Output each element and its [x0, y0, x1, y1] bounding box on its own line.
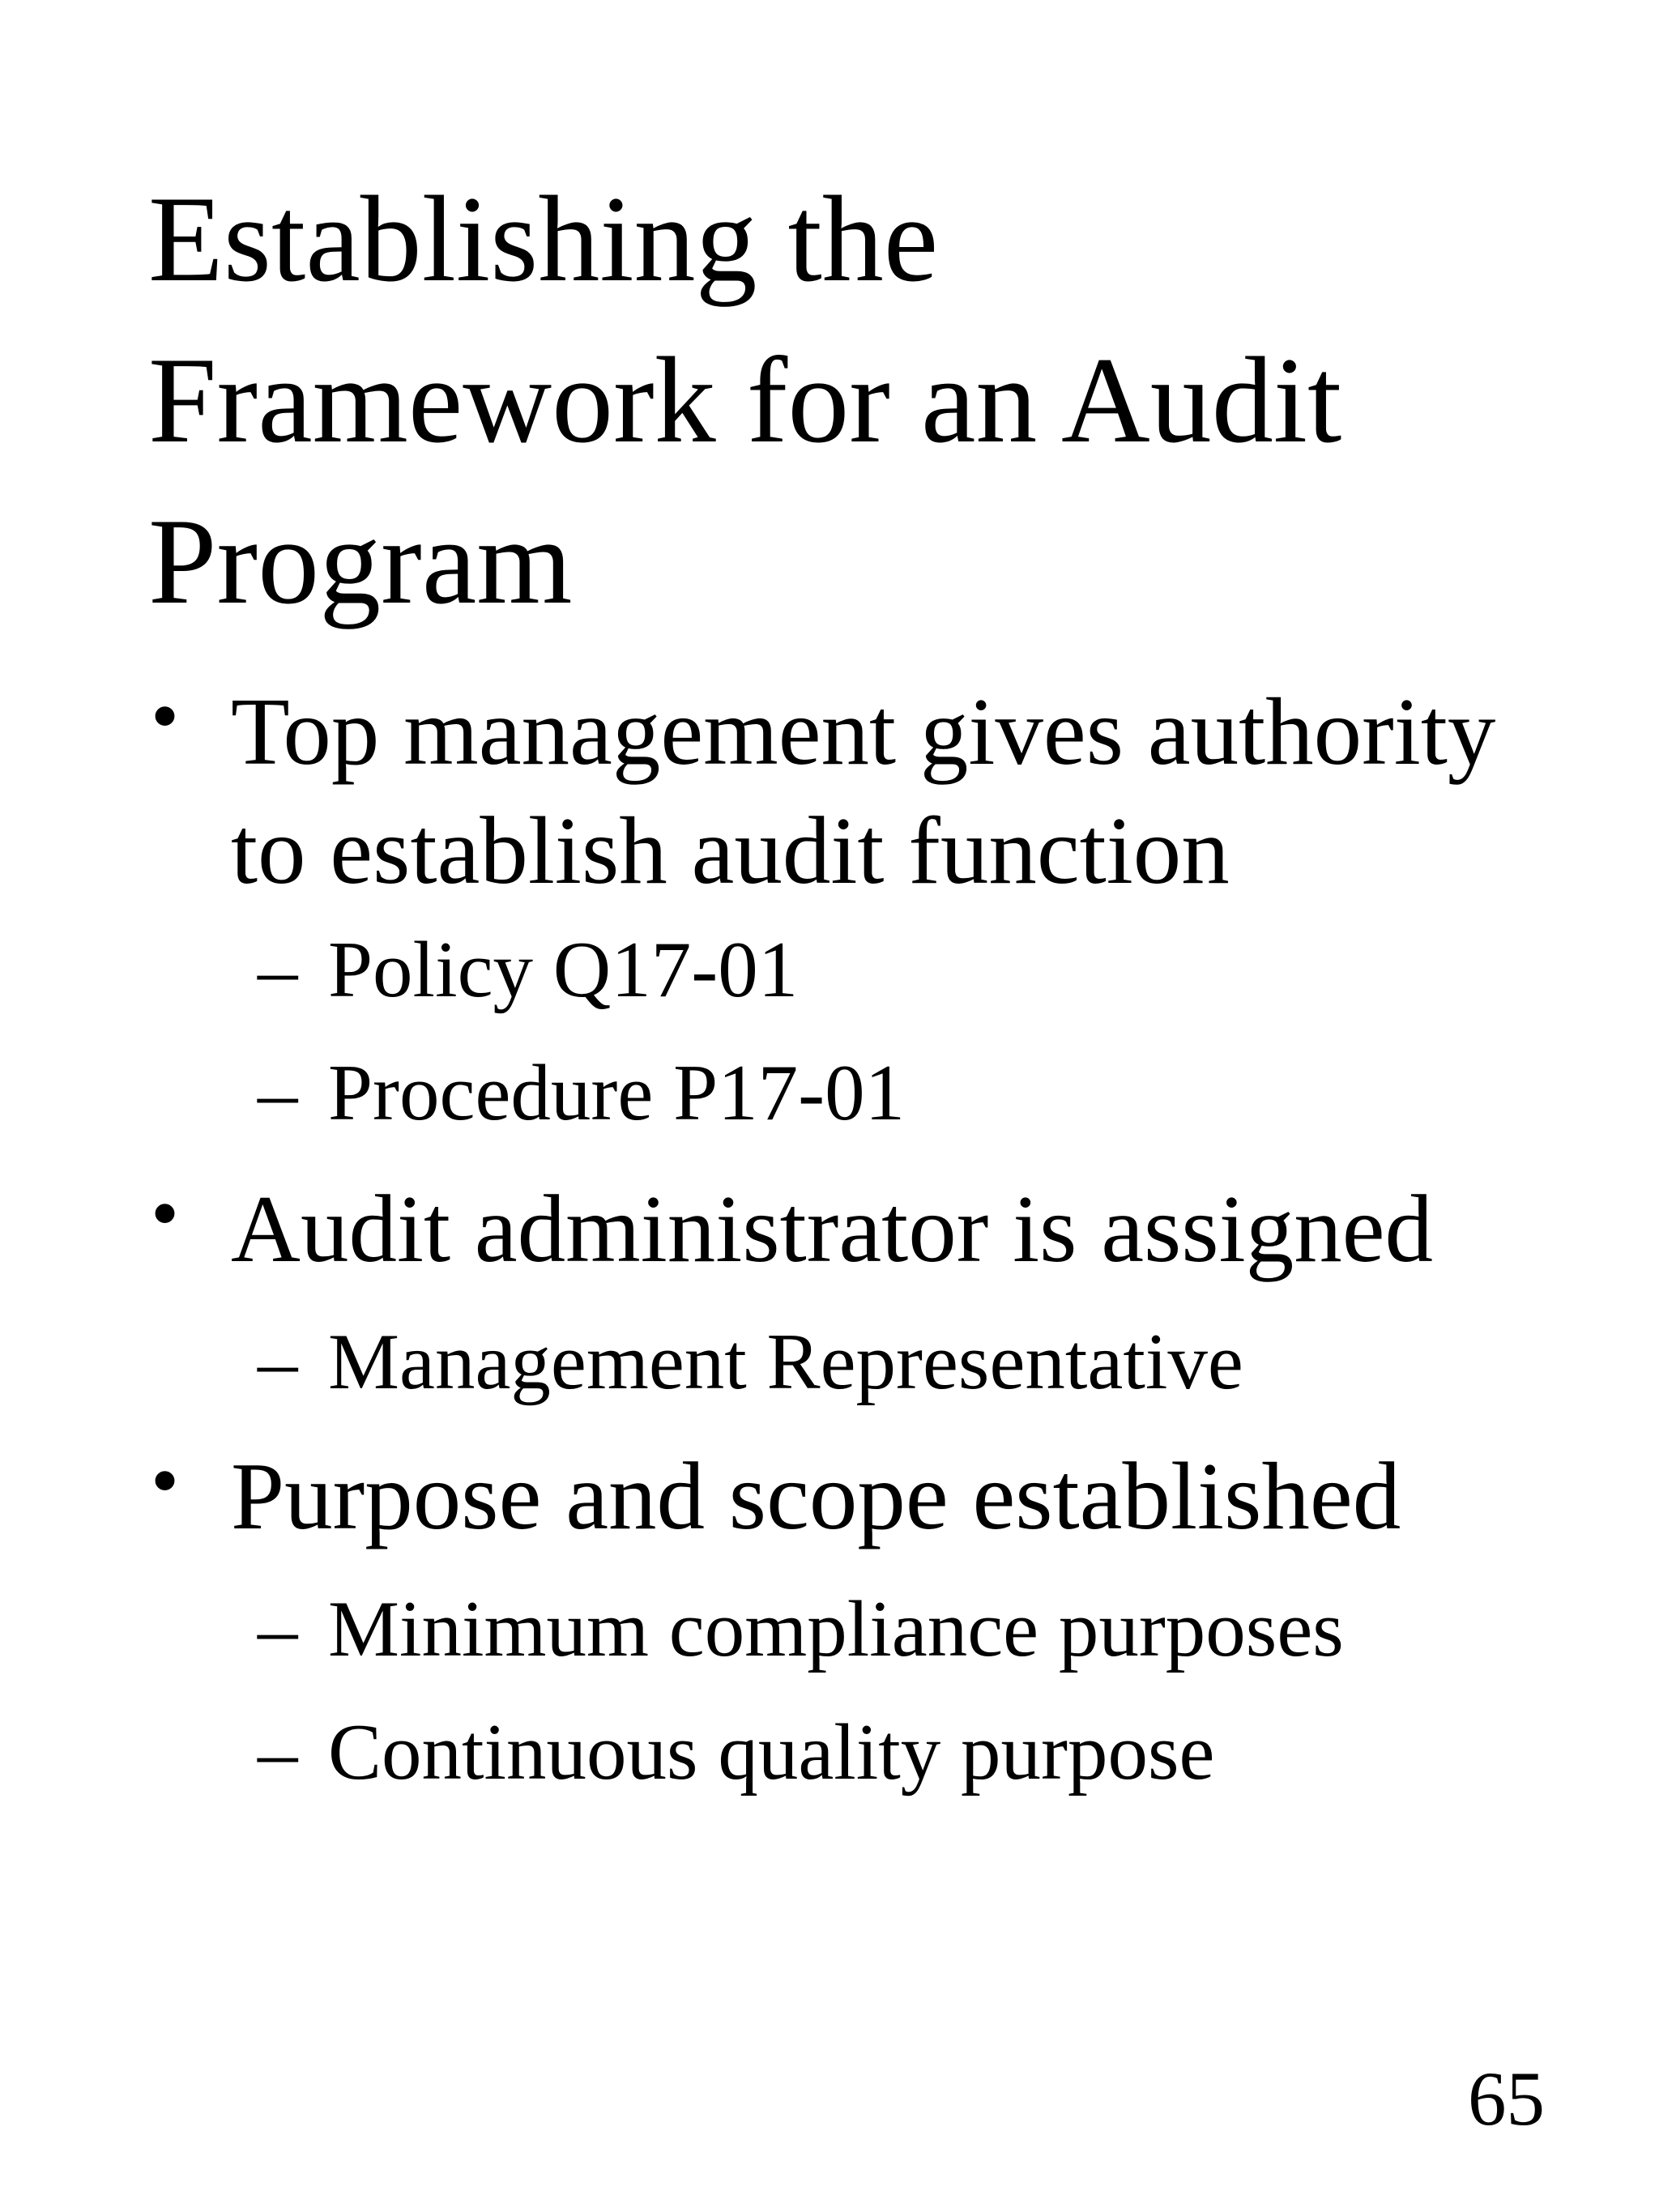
bullet-marker: • — [151, 1435, 180, 1525]
sub-bullet-text: Policy Q17-01 — [328, 926, 799, 1014]
bullet-marker: • — [151, 1168, 180, 1258]
dash-marker: – — [258, 1708, 298, 1796]
dash-marker: – — [258, 926, 298, 1014]
bullet-text-line: Purpose and scope established — [231, 1443, 1401, 1549]
sub-bullet-text: Procedure P17-01 — [328, 1049, 906, 1137]
dash-marker: – — [258, 1318, 298, 1406]
dash-marker: – — [258, 1049, 298, 1137]
bullet-text — [231, 1437, 1401, 1556]
sub-bullet-text: Minimum compliance purposes — [328, 1585, 1344, 1673]
bullet-text-line: Top management gives authority — [231, 678, 1496, 785]
bullet-text — [231, 1170, 1433, 1289]
bullet-marker: • — [151, 671, 180, 761]
sub-bullet-text: Continuous quality purpose — [328, 1708, 1215, 1796]
sub-bullet-text: Management Representative — [328, 1318, 1243, 1406]
bullet-text-line: to establish audit function — [231, 797, 1230, 904]
bullet-text-line: Audit administrator is assigned — [231, 1175, 1434, 1282]
slide-title-line: Framework for an Audit — [148, 332, 1342, 468]
page-number: 65 — [1468, 2056, 1545, 2142]
dash-marker: – — [258, 1585, 298, 1673]
slide-title-line: Establishing the — [148, 171, 939, 307]
bullet-text — [231, 672, 1495, 910]
slide-title-line: Program — [148, 493, 573, 629]
